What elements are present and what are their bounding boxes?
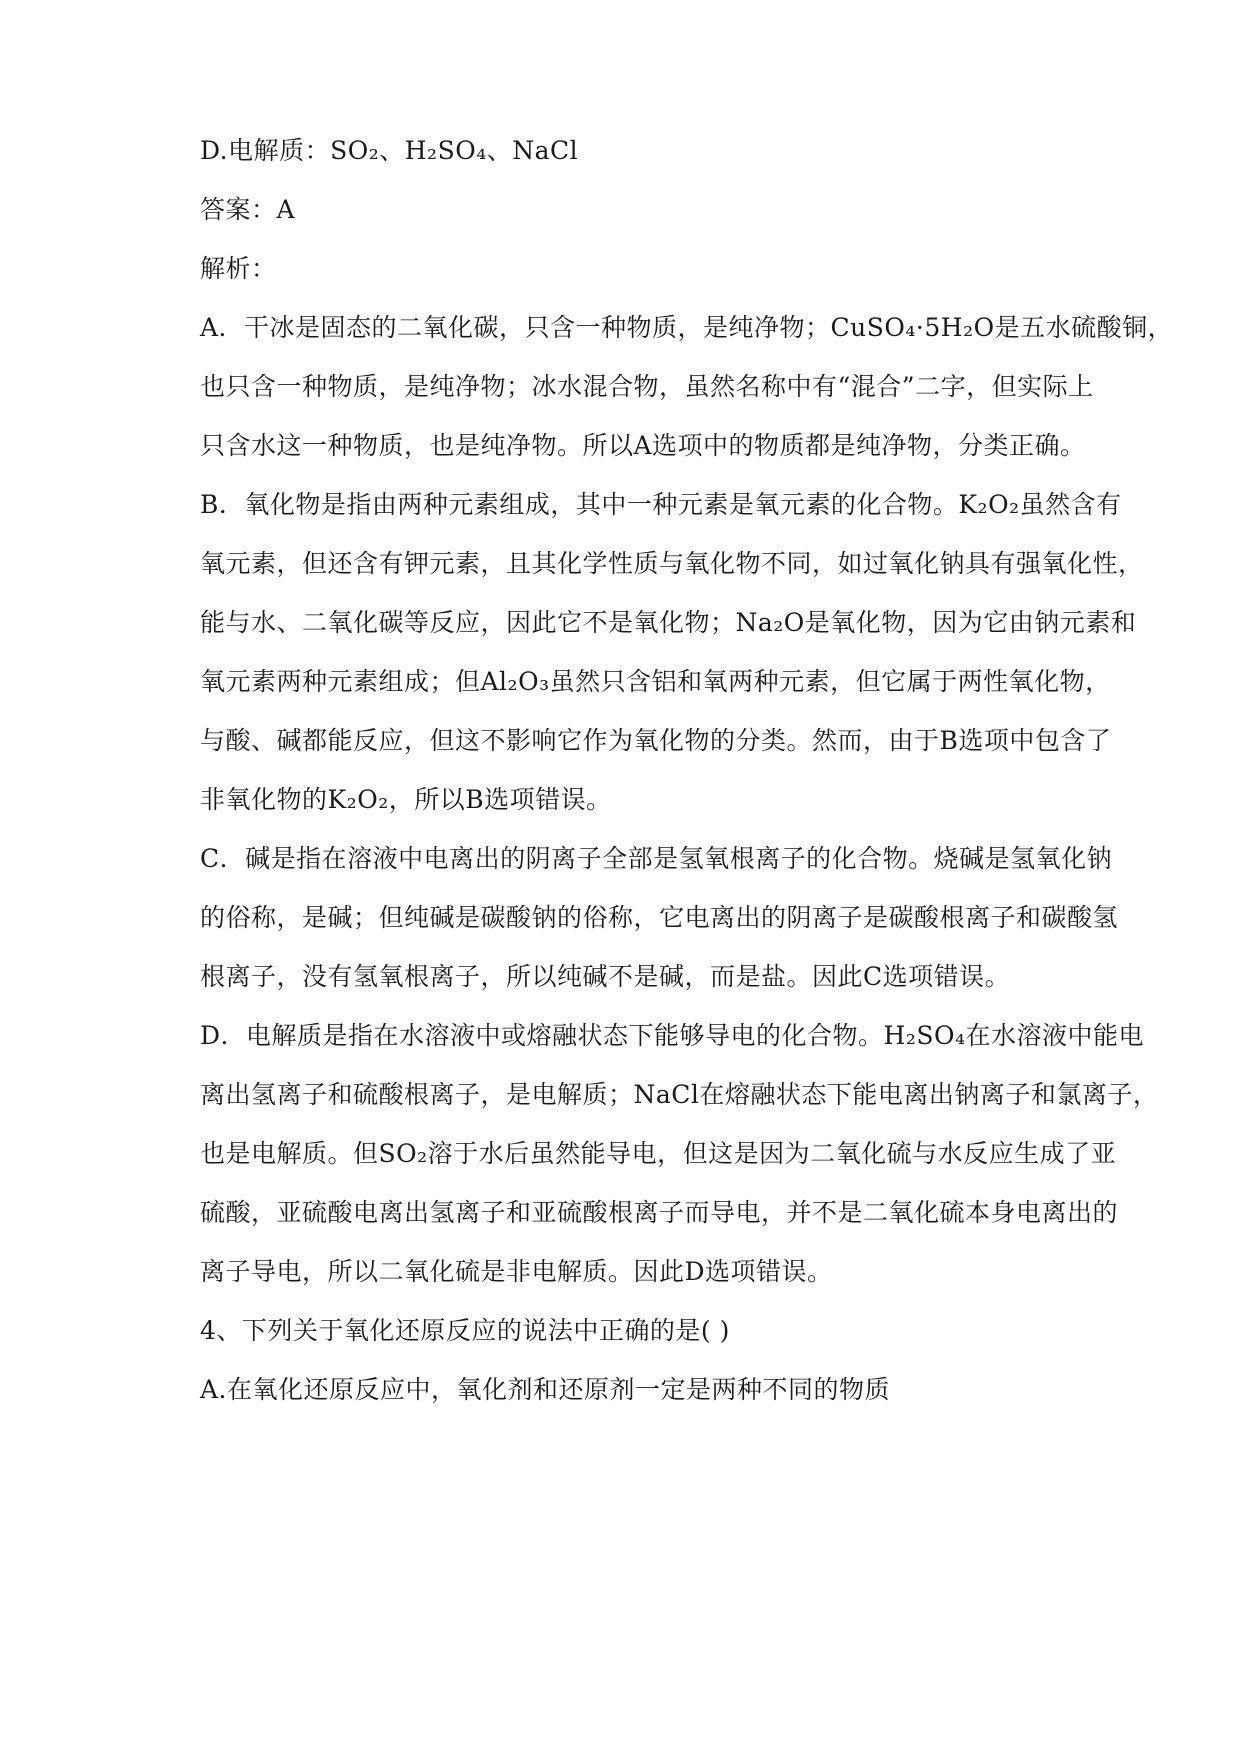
analysis-d-line-5: 离子导电，所以二氧化硫是非电解质。因此D选项错误。 — [200, 1257, 833, 1286]
analysis-b-line-6: 非氧化物的K₂O₂，所以B选项错误。 — [200, 785, 612, 814]
analysis-c-line-2: 的俗称，是碱；但纯碱是碳酸钠的俗称，它电离出的阴离子是碳酸根离子和碳酸氢 — [200, 903, 1119, 932]
analysis-d-line-2: 离出氢离子和硫酸根离子，是电解质；NaCl在熔融状态下能电离出钠离子和氯离子， — [200, 1080, 1159, 1109]
analysis-b-line-5: 与酸、碱都能反应，但这不影响它作为氧化物的分类。然而，由于B选项中包含了 — [200, 726, 1112, 755]
analysis-d-line-4: 硫酸，亚硫酸电离出氢离子和亚硫酸根离子而导电，并不是二氧化硫本身电离出的 — [200, 1198, 1119, 1227]
question-4-option-a: A.在氧化还原反应中，氧化剂和还原剂一定是两种不同的物质 — [200, 1375, 891, 1404]
analysis-a-line-2: 也只含一种物质，是纯净物；冰水混合物，虽然名称中有“混合”二字，但实际上 — [200, 372, 1094, 401]
analysis-heading: 解析： — [200, 254, 277, 283]
option-d-electrolytes: D.电解质：SO₂、H₂SO₄、NaCl — [200, 136, 579, 165]
analysis-c-line-1: C．碱是指在溶液中电离出的阴离子全部是氢氧根离子的化合物。烧碱是氢氧化钠 — [200, 844, 1113, 873]
analysis-d-line-1: D．电解质是指在水溶液中或熔融状态下能够导电的化合物。H₂SO₄在水溶液中能电 — [200, 1021, 1145, 1050]
answer-line: 答案：A — [200, 195, 296, 224]
analysis-c-line-3: 根离子，没有氢氧根离子，所以纯碱不是碱，而是盐。因此C选项错误。 — [200, 962, 1011, 991]
question-4-stem: 4、下列关于氧化还原反应的说法中正确的是( ) — [200, 1316, 730, 1345]
analysis-a-line-1: A．干冰是固态的二氧化碳，只含一种物质，是纯净物；CuSO₄·5H₂O是五水硫酸铜， — [200, 313, 1174, 342]
analysis-b-line-4: 氧元素两种元素组成；但Al₂O₃虽然只含铝和氧两种元素，但它属于两性氧化物， — [200, 667, 1111, 696]
analysis-a-line-3: 只含水这一种物质，也是纯净物。所以A选项中的物质都是纯净物，分类正确。 — [200, 431, 1086, 460]
analysis-b-line-3: 能与水、二氧化碳等反应，因此它不是氧化物；Na₂O是氧化物，因为它由钠元素和 — [200, 608, 1137, 637]
analysis-b-line-2: 氧元素，但还含有钾元素，且其化学性质与氧化物不同，如过氧化钠具有强氧化性， — [200, 549, 1144, 578]
analysis-b-line-1: B．氧化物是指由两种元素组成，其中一种元素是氧元素的化合物。K₂O₂虽然含有 — [200, 490, 1122, 519]
analysis-d-line-3: 也是电解质。但SO₂溶于水后虽然能导电，但这是因为二氧化硫与水反应生成了亚 — [200, 1139, 1117, 1168]
